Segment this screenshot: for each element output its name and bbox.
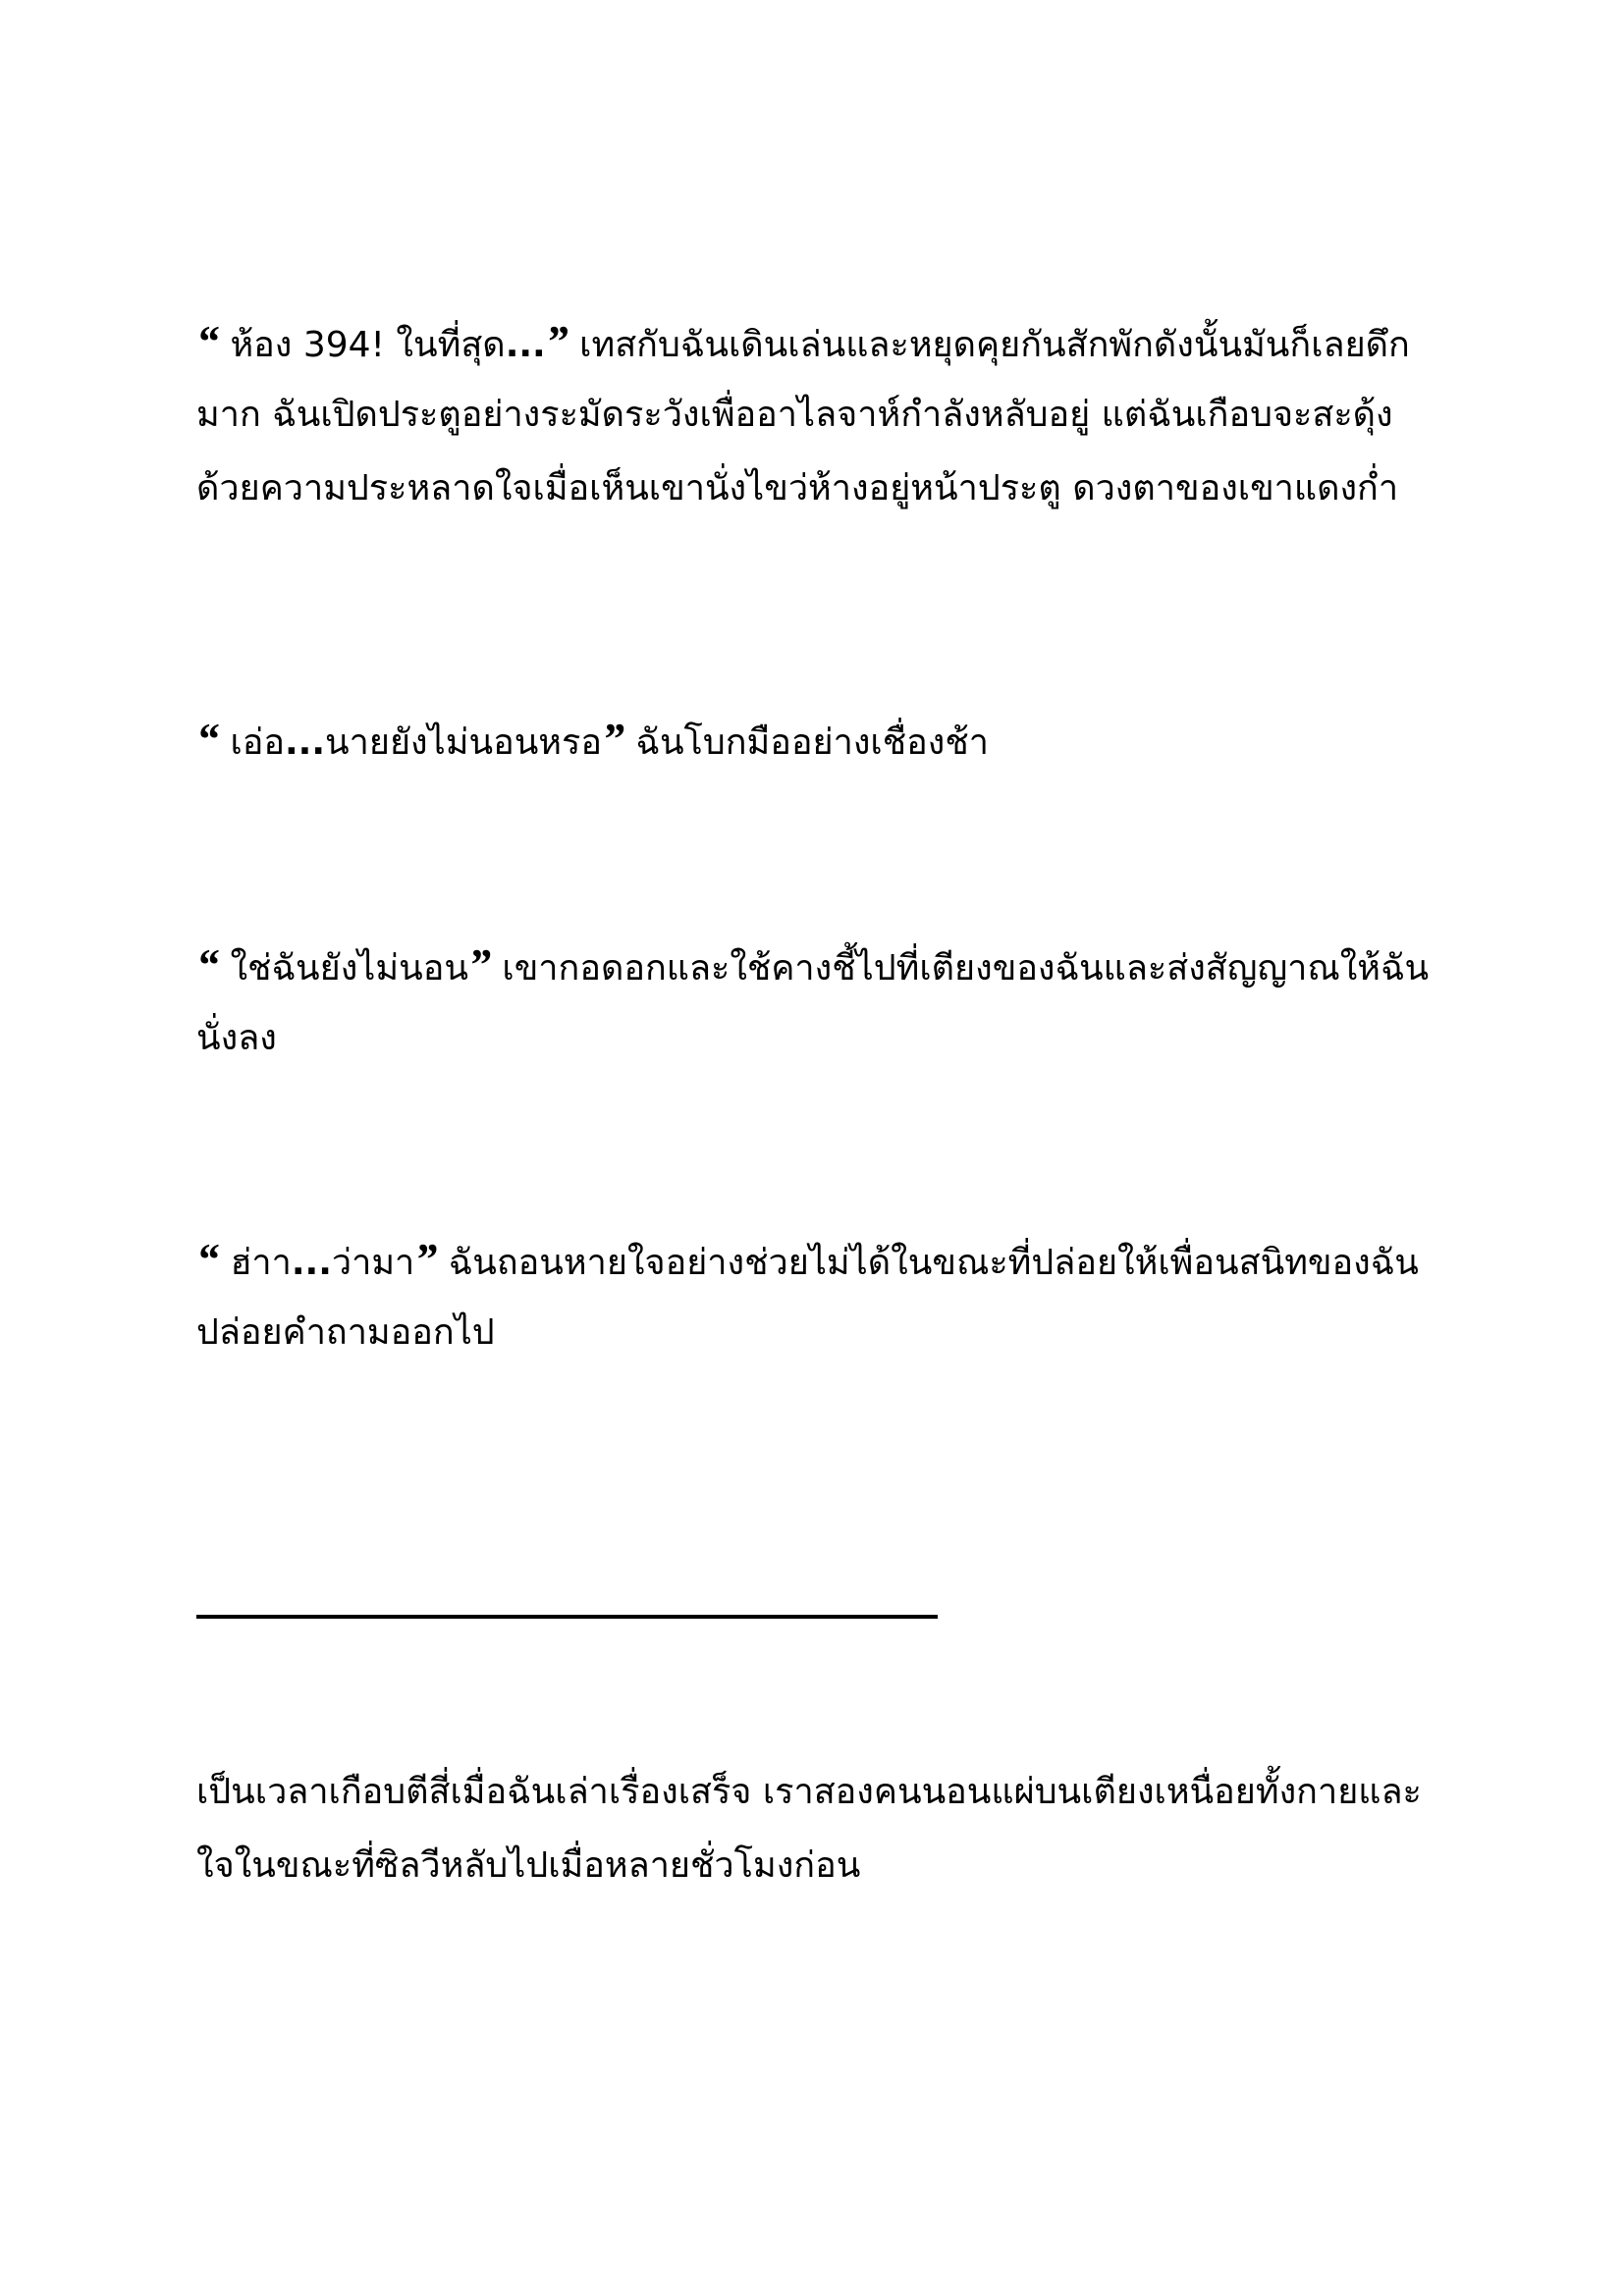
dialogue-text: ฮ่าา [230, 1243, 292, 1283]
paragraph-3-line-1 [196, 928, 1430, 1001]
paragraph-4-line-1 [196, 1222, 1419, 1296]
narration-text: เทสกับฉันเดินเล่นและหยุดคุยกันสักพักดังนั้นมันก็เลยดึก [568, 325, 1410, 365]
paragraph-2 [196, 702, 1414, 775]
paragraph-1-line-3: ด้วยความประหลาดใจเมื่อเห็นเขานั่งไขว่ห้างอยู่หน้าประตู ดวงตาของเขาแดงก่ำ [196, 468, 1399, 508]
open-quote: “ [196, 1234, 219, 1284]
paragraph-5 [196, 1755, 1422, 1902]
close-quote: ” [601, 714, 624, 764]
ellipsis: ... [291, 1243, 332, 1283]
open-quote: “ [196, 316, 219, 366]
close-quote: ” [467, 939, 491, 989]
open-quote: “ [196, 939, 219, 989]
dialogue-text: นายยังไม่นอนหรอ [325, 722, 602, 763]
paragraph-3-line-2: นั่งลง [196, 1018, 277, 1058]
paragraph-3 [196, 928, 1430, 1075]
paragraph-1-line-2: มาก ฉันเปิดประตูอย่างระมัดระวังเพื่ออาไลจาห์กำลังหลับอยู่ แต่ฉันเกือบจะสะดุ้ง [196, 395, 1393, 435]
dialogue-text: ใช่ฉันยังไม่นอน [230, 948, 468, 988]
open-quote: “ [196, 714, 219, 764]
paragraph-5-line-1: เป็นเวลาเกือบตีสี่เมื่อฉันเล่าเรื่องเสร็จ เราสองคนนอนแผ่บนเตียงเหนื่อยทั้งกายและ [196, 1772, 1422, 1812]
paragraph-1 [196, 304, 1414, 525]
section-divider [196, 1615, 938, 1619]
dialogue-text: ห้อง 394! ในที่สุด [230, 325, 506, 365]
paragraph-5-line-2: ใจในขณะที่ซิลวีหลับไปเมื่อหลายชั่วโมงก่อน [196, 1845, 861, 1886]
close-quote: ” [545, 316, 568, 366]
ellipsis: ... [285, 722, 326, 763]
close-quote: ” [414, 1234, 438, 1284]
paragraph-4-line-2: ปล่อยคำถามออกไป [196, 1312, 495, 1353]
paragraph-1-line-1 [196, 304, 1414, 378]
narration-text: ฉันโบกมืออย่างเชื่องช้า [623, 722, 989, 763]
dialogue-text: เอ่อ [230, 722, 285, 763]
paragraph-4 [196, 1222, 1419, 1369]
dialogue-text: ว่ามา [331, 1243, 415, 1283]
narration-text: ฉันถอนหายใจอย่างช่วยไม่ได้ในขณะที่ปล่อยให้เพื่อนสนิทของฉัน [437, 1243, 1419, 1283]
ellipsis: ... [505, 325, 546, 365]
narration-text: เขากอดอกและใช้คางชี้ไปที่เตียงของฉันและส่งสัญญาณให้ฉัน [490, 948, 1430, 988]
paragraph-2-line-1 [196, 702, 1414, 775]
